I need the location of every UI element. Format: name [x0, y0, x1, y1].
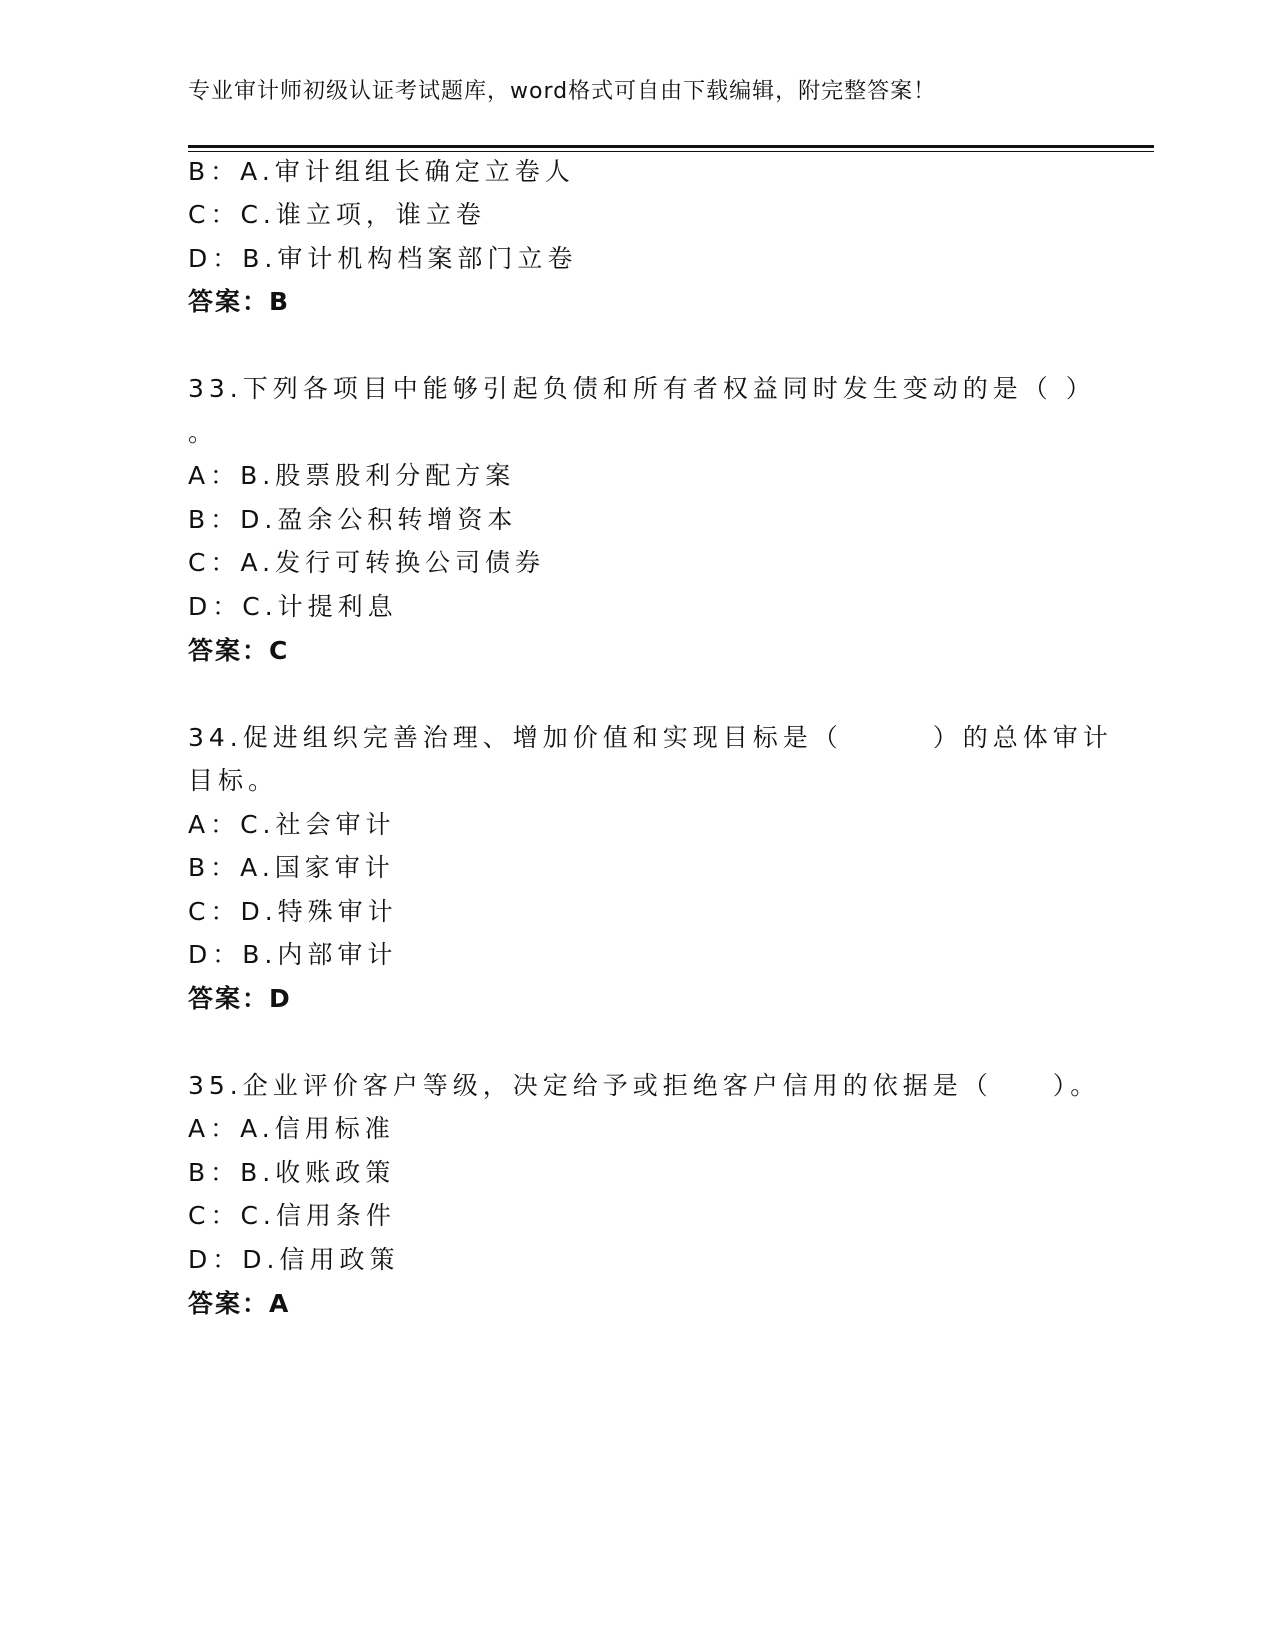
q34-option-a: A：C.社会审计 — [188, 810, 396, 839]
q33-option-b: B：D.盈余公积转增资本 — [188, 505, 518, 534]
page-header: 专业审计师初级认证考试题库，word格式可自由下载编辑，附完整答案！ — [188, 79, 937, 104]
q32-option-c: C：C.谁立项，谁立卷 — [188, 200, 486, 229]
q33-answer: 答案：C — [188, 636, 290, 665]
header-rule-thin — [188, 151, 1154, 152]
q35-option-b: B：B.收账政策 — [188, 1158, 396, 1187]
q33-stem-cont: 。 — [188, 418, 219, 447]
q34-option-c: C：D.特殊审计 — [188, 897, 398, 926]
q35-option-a: A：A.信用标准 — [188, 1114, 395, 1143]
q35-option-c: C：C.信用条件 — [188, 1201, 396, 1230]
q34-option-d: D：B.内部审计 — [188, 940, 398, 969]
q34-stem-cont: 目标。 — [188, 766, 279, 795]
q33-option-d: D：C.计提利息 — [188, 592, 398, 621]
q35-option-d: D：D.信用政策 — [188, 1245, 400, 1274]
q34-stem: 34.促进组织完善治理、增加价值和实现目标是（ ）的总体审计 — [188, 723, 1113, 752]
q35-answer: 答案：A — [188, 1289, 291, 1318]
q33-option-c: C：A.发行可转换公司债券 — [188, 548, 546, 577]
q32-answer: 答案：B — [188, 287, 291, 316]
q33-stem: 33.下列各项目中能够引起负债和所有者权益同时发生变动的是（ ） — [188, 374, 1096, 403]
q33-option-a: A：B.股票股利分配方案 — [188, 461, 516, 490]
header-rule-thick — [188, 145, 1154, 148]
q32-option-b: B：A.审计组组长确定立卷人 — [188, 157, 575, 186]
q32-option-d: D：B.审计机构档案部门立卷 — [188, 244, 578, 273]
q35-stem: 35.企业评价客户等级，决定给予或拒绝客户信用的依据是（ ）。 — [188, 1071, 1101, 1100]
q34-option-b: B：A.国家审计 — [188, 853, 395, 882]
q34-answer: 答案：D — [188, 984, 292, 1013]
